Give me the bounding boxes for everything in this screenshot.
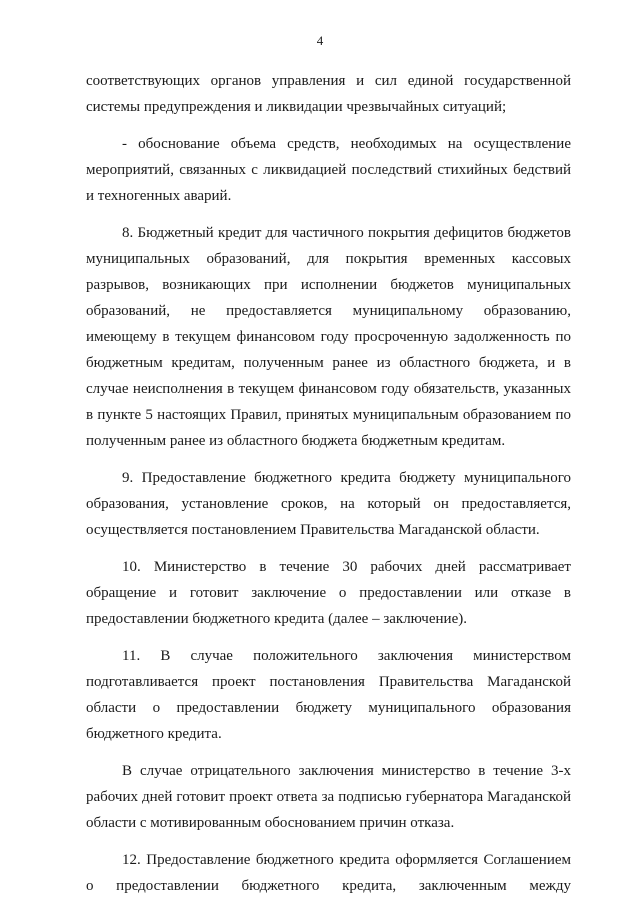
paragraph-clause-8: 8. Бюджетный кредит для частичного покрытия дефицитов бюджетов муниципальных образований, для покрытия временных кассовых разрывов, возникающих при исполнении бюджетов муниципальных образований, не предоставляется муниципальному образованию, имеющему в текущем финансовом году просроченную задолженность по бюджетным кредитам, полученным ранее из областного бюджета, и в случае неисполнения в текущем финансовом году обязательств, указанных в пункте 5 настоящих Правил, принятых муниципальным образованием по полученным ранее из областного бюджета бюджетным кредитам. [86, 225, 571, 449]
paragraph-clause-11-negative: В случае отрицательного заключения министерство в течение 3-х рабочих дней готовит проект ответа за подписью губернатора Магаданской области с мотивированным обоснованием причин отказа. [86, 763, 571, 831]
paragraph-clause-10: 10. Министерство в течение 30 рабочих дней рассматривает обращение и готовит заключение о предоставлении или отказе в предоставлении бюджетного кредита (далее – заключение). [86, 559, 571, 627]
paragraph-clause-9: 9. Предоставление бюджетного кредита бюджету муниципального образования, установление сроков, на который он предоставляется, осуществляется постановлением Правительства Магаданской области. [86, 470, 571, 538]
paragraph-continuation: соответствующих органов управления и сил единой государственной системы предупреждения и ликвидации чрезвычайных ситуаций; [86, 73, 571, 115]
paragraph-clause-12: 12. Предоставление бюджетного кредита оформляется Соглашением о предоставлении бюджетного кредита, заключенным между [86, 852, 571, 894]
paragraph-clause-11: 11. В случае положительного заключения министерством подготавливается проект постановления Правительства Магаданской области о предоставлении бюджету муниципального образования бюджетного кредита. [86, 648, 571, 742]
paragraph-list-item: - обоснование объема средств, необходимых на осуществление мероприятий, связанных с ликвидацией последствий стихийных бедствий и техногенных аварий. [86, 136, 571, 204]
document-body [86, 68, 571, 910]
page-number: 4 [316, 33, 324, 48]
